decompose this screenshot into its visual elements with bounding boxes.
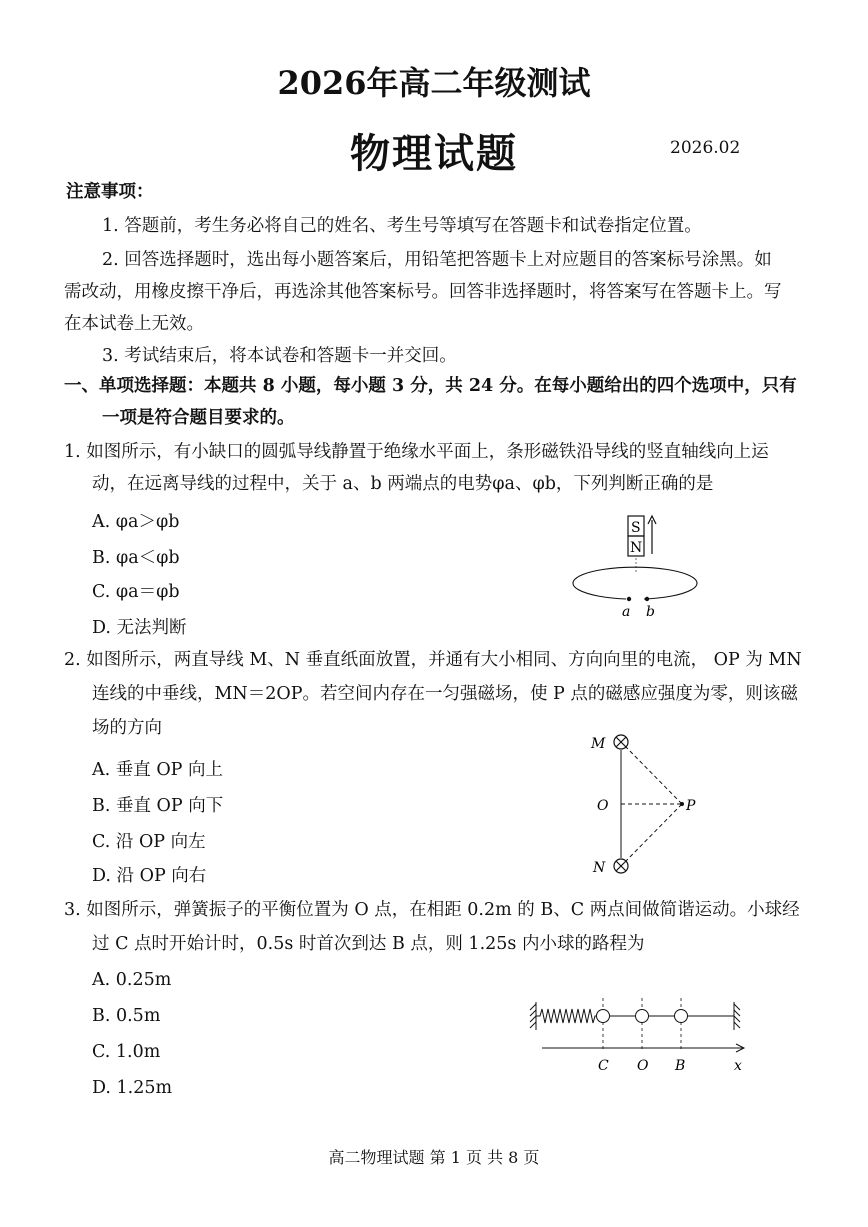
subject-title: 物理试题 xyxy=(350,130,518,177)
point-a-label: a xyxy=(622,604,631,620)
question-1-option-d: D. 无法判断 xyxy=(92,618,187,638)
question-3-stem-2: 过 C 点时开始计时，0.5s 时首次到达 B 点，则 1.25s 内小球的路程为 xyxy=(92,934,645,954)
exam-date: 2026.02 xyxy=(670,138,741,158)
question-3-option-d: D. 1.25m xyxy=(92,1078,173,1098)
question-3-option-a: A. 0.25m xyxy=(92,970,172,990)
exam-title: 2026年高二年级测试 xyxy=(277,64,591,102)
question-3-stem-1: 3. 如图所示，弹簧振子的平衡位置为 O 点，在相距 0.2m 的 B、C 两点间做简谐运动。小球经 xyxy=(64,900,800,920)
ball-at-c xyxy=(597,1010,610,1023)
notice-line-2: 2. 回答选择题时，选出每小题答案后，用铅笔把答题卡上对应题目的答案标号涂黑。如 xyxy=(102,250,772,270)
label-m: M xyxy=(591,736,606,752)
label-o: O xyxy=(597,798,609,814)
notice-line-3: 需改动，用橡皮擦干净后，再选涂其他答案标号。回答非选择题时，将答案写在答题卡上。写 xyxy=(64,282,782,302)
current-into-page-icon-n xyxy=(614,859,628,873)
left-wall-hatch xyxy=(530,1002,536,1030)
notice-line-1: 1. 答题前，考生务必将自己的姓名、考生号等填写在答题卡和试卷指定位置。 xyxy=(102,216,702,236)
page-footer: 高二物理试题 第 1 页 共 8 页 xyxy=(328,1148,540,1167)
notice-line-4: 在本试卷上无效。 xyxy=(64,314,204,334)
label-n: N xyxy=(593,860,606,876)
section1-heading: 一、单项选择题：本题共 8 小题，每小题 3 分，共 24 分。在每小题给出的四个选项中，只有 xyxy=(64,376,797,396)
ball-at-b xyxy=(675,1010,688,1023)
question-2-option-d: D. 沿 OP 向右 xyxy=(92,866,207,886)
question-1-stem-2: 动，在远离导线的过程中，关于 a、b 两端点的电势φa、φb，下列判断正确的是 xyxy=(92,474,714,494)
question-3-figure xyxy=(522,994,752,1078)
question-2-figure xyxy=(585,728,705,880)
current-into-page-icon-m xyxy=(614,735,628,749)
question-1-option-b: B. φa＜φb xyxy=(92,548,180,568)
arc-wire xyxy=(573,567,697,599)
right-wall-hatch xyxy=(734,1002,740,1030)
question-1-figure xyxy=(560,510,710,625)
label-o: O xyxy=(637,1058,649,1074)
question-3-option-b: B. 0.5m xyxy=(92,1006,161,1026)
section1-heading-cont: 一项是符合题目要求的。 xyxy=(102,408,295,428)
label-b: B xyxy=(675,1058,686,1074)
spring xyxy=(536,1009,596,1023)
notice-heading: 注意事项： xyxy=(66,182,154,202)
notice-line-5: 3. 考试结束后，将本试卷和答题卡一并交回。 xyxy=(102,346,457,366)
question-3-option-c: C. 1.0m xyxy=(92,1042,161,1062)
mp-line xyxy=(625,746,682,804)
question-1-option-c: C. φa＝φb xyxy=(92,582,180,602)
np-line xyxy=(625,804,682,862)
point-a-dot xyxy=(627,597,631,601)
question-2-stem-3: 场的方向 xyxy=(92,718,162,738)
ball-at-o xyxy=(636,1010,649,1023)
label-p: P xyxy=(686,798,696,814)
question-2-option-a: A. 垂直 OP 向上 xyxy=(92,760,224,780)
question-2-stem-1: 2. 如图所示，两直导线 M、N 垂直纸面放置，并通有大小相同、方向向里的电流， OP 为 MN xyxy=(64,650,802,670)
question-2-option-b: B. 垂直 OP 向下 xyxy=(92,796,224,816)
label-x: x xyxy=(734,1058,742,1074)
point-b-dot xyxy=(645,597,649,601)
question-1-stem-1: 1. 如图所示，有小缺口的圆弧导线静置于绝缘水平面上，条形磁铁沿导线的竖直轴线向上运 xyxy=(64,442,769,462)
question-2-option-c: C. 沿 OP 向左 xyxy=(92,832,206,852)
magnet-label-s: S xyxy=(631,520,641,536)
point-p-dot xyxy=(680,802,684,806)
magnet-label-n: N xyxy=(630,540,643,556)
point-b-label: b xyxy=(646,604,655,620)
label-c: C xyxy=(598,1058,609,1074)
question-2-stem-2: 连线的中垂线，MN＝2OP。若空间内存在一匀强磁场，使 P 点的磁感应强度为零，则该磁 xyxy=(92,684,798,704)
question-1-option-a: A. φa＞φb xyxy=(92,512,180,532)
